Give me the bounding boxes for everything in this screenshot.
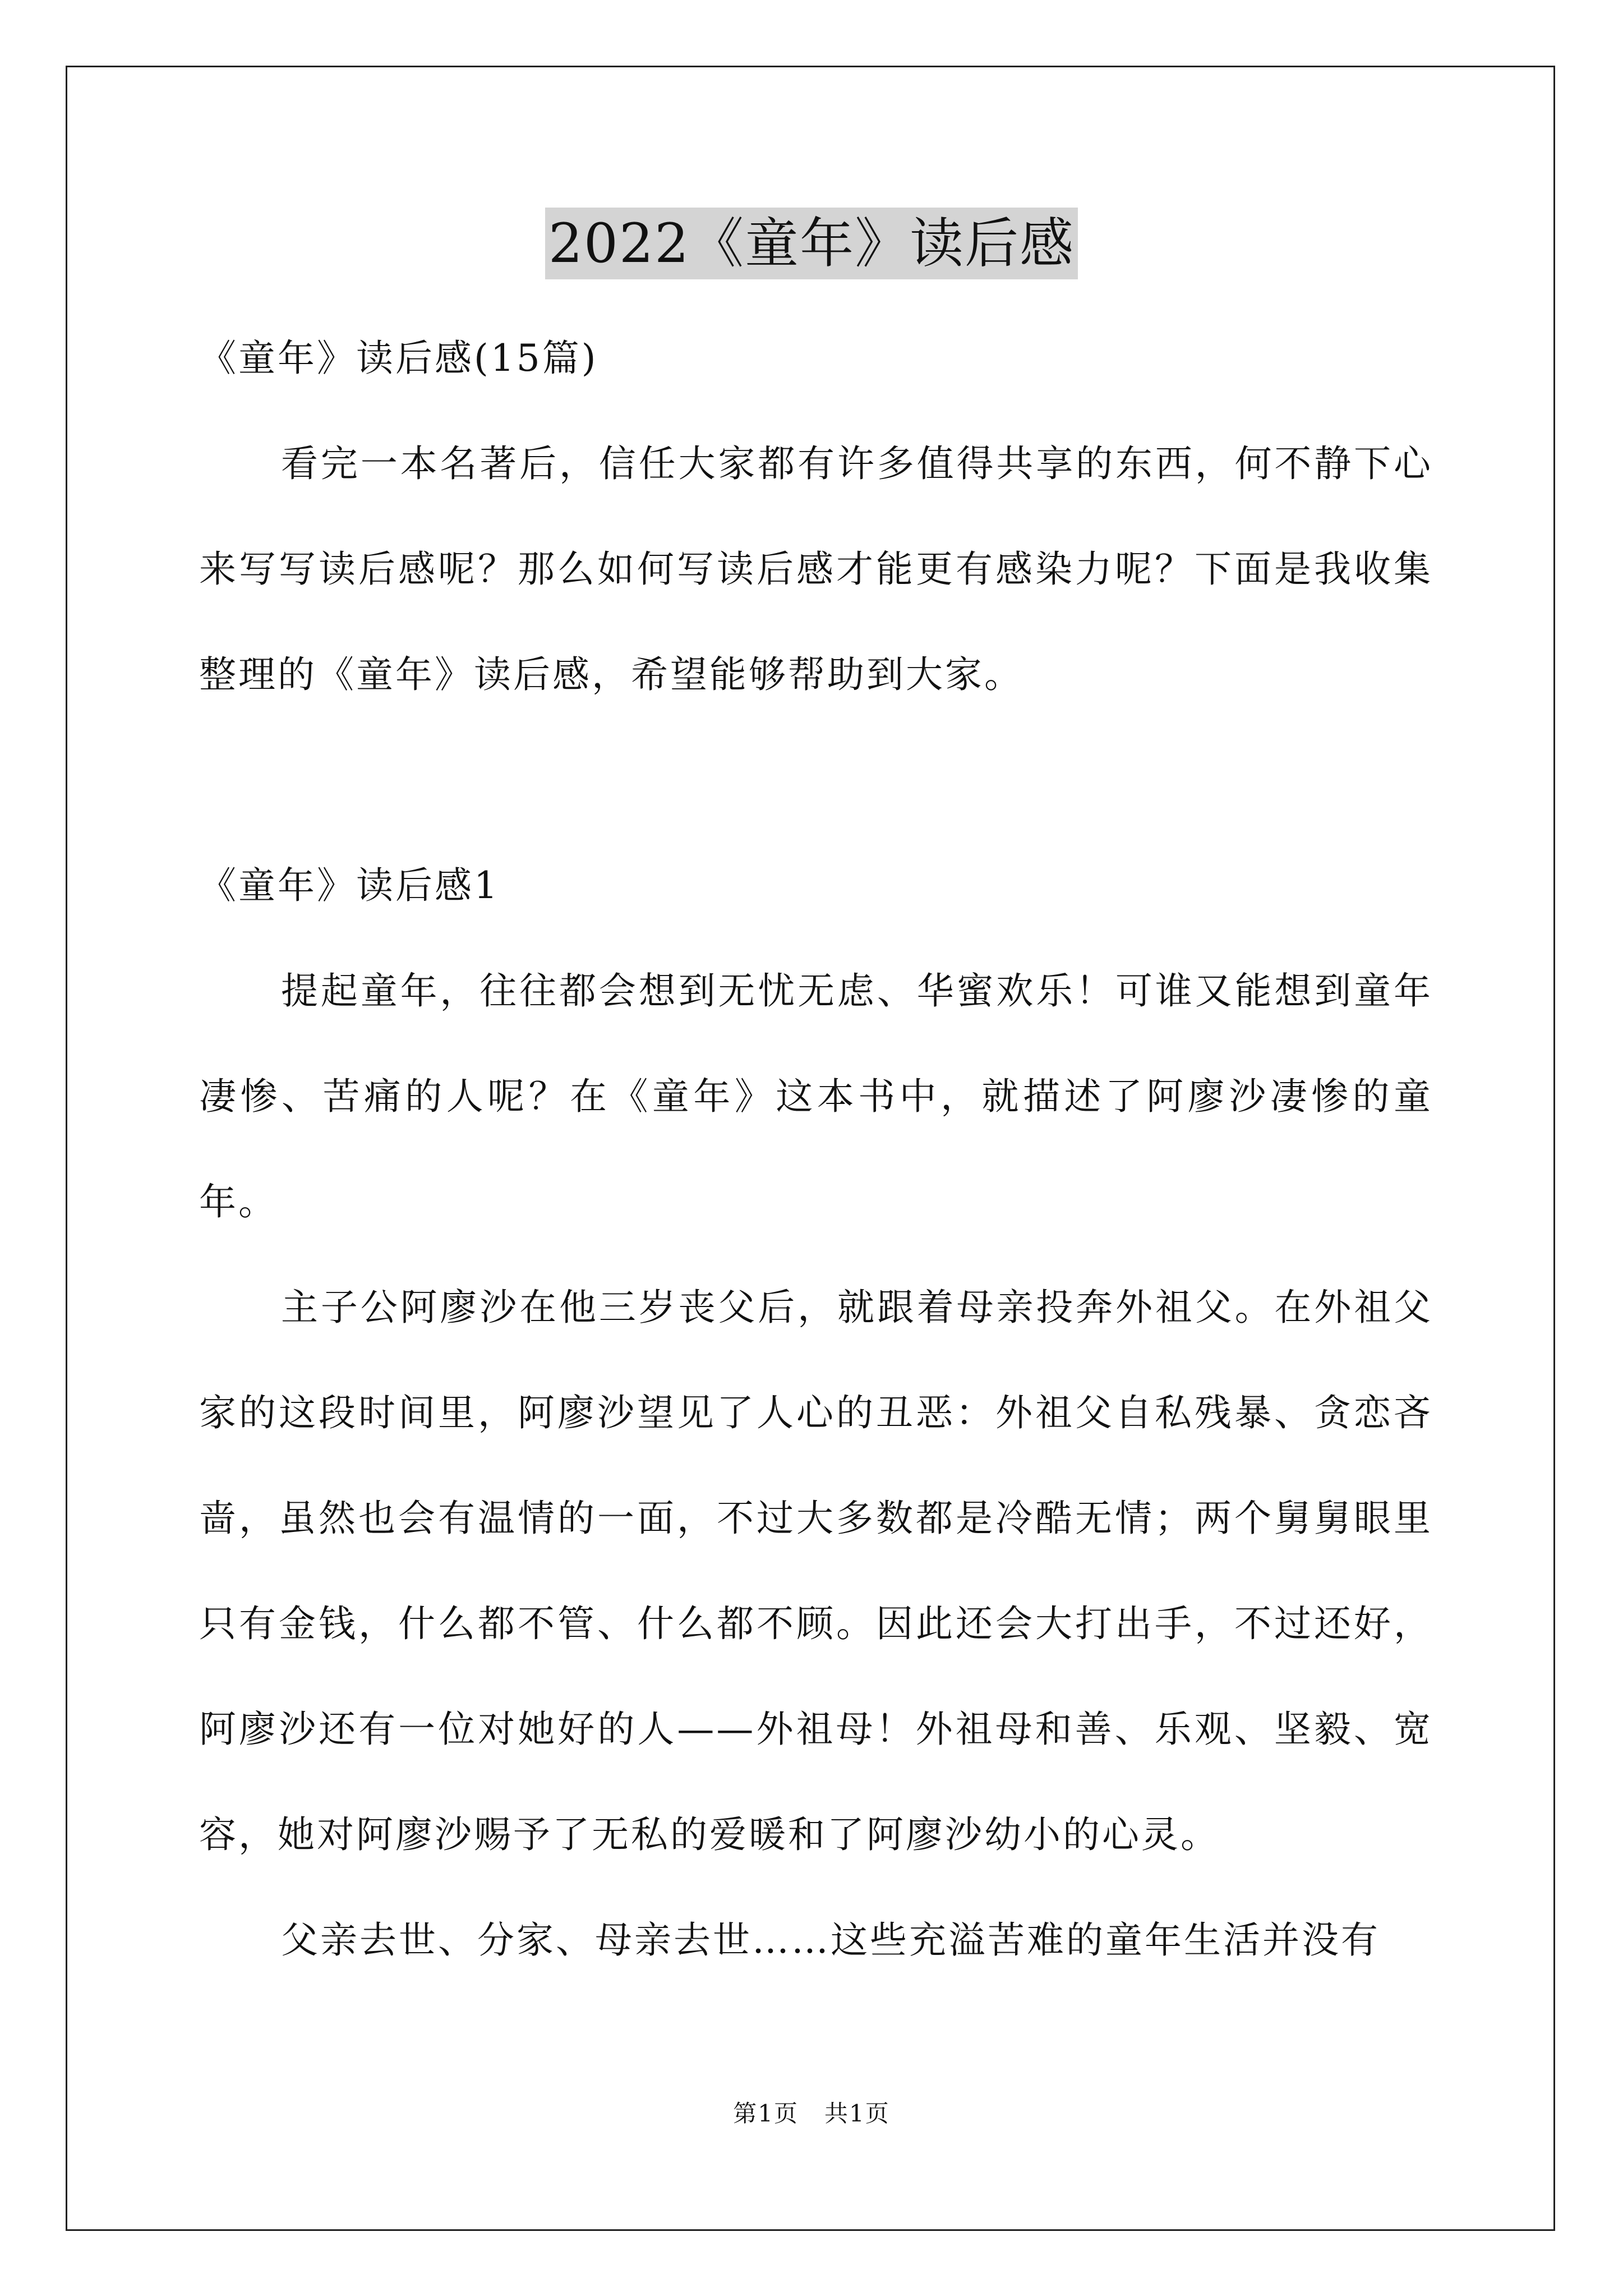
- document-title: 2022《童年》读后感: [545, 208, 1078, 279]
- intro-paragraph: 看完一本名著后，信任大家都有许多值得共享的东西，何不静下心来写写读后感呢？那么如何写读后感才能更有感染力呢？下面是我收集整理的《童年》读后感，希望能够帮助到大家。: [199, 442, 1433, 696]
- page-number: 第1页 共1页: [733, 2100, 890, 2127]
- body-paragraph-1: 提起童年，往往都会想到无忧无虑、华蜜欢乐！可谁又能想到童年凄惨、苦痛的人呢？在《童年》这本书中，就描述了阿廖沙凄惨的童年。: [199, 969, 1433, 1223]
- section-spacer: [199, 728, 1433, 833]
- page-footer: [0, 2095, 1623, 2129]
- body-paragraph-3: 父亲去世、分家、母亲去世……这些充溢苦难的童年生活并没有: [281, 1918, 1380, 1962]
- document-body: [199, 306, 1433, 1993]
- document-subtitle: 《童年》读后感(15篇): [199, 337, 598, 380]
- title-container: [0, 208, 1623, 279]
- section-heading: 《童年》读后感1: [199, 864, 500, 907]
- body-paragraph-2: 主子公阿廖沙在他三岁丧父后，就跟着母亲投奔外祖父。在外祖父家的这段时间里，阿廖沙望见了人心的丑恶：外祖父自私残暴、贪恋吝啬，虽然也会有温情的一面，不过大多数都是冷酷无情；两个舅舅眼里只有金钱，什么都不管、什么都不顾。因此还会大打出手，不过还好，阿廖沙还有一位对她好的人——外祖母！外祖母和善、乐观、坚毅、宽容，她对阿廖沙赐予了无私的爱暖和了阿廖沙幼小的心灵。: [199, 1286, 1433, 1856]
